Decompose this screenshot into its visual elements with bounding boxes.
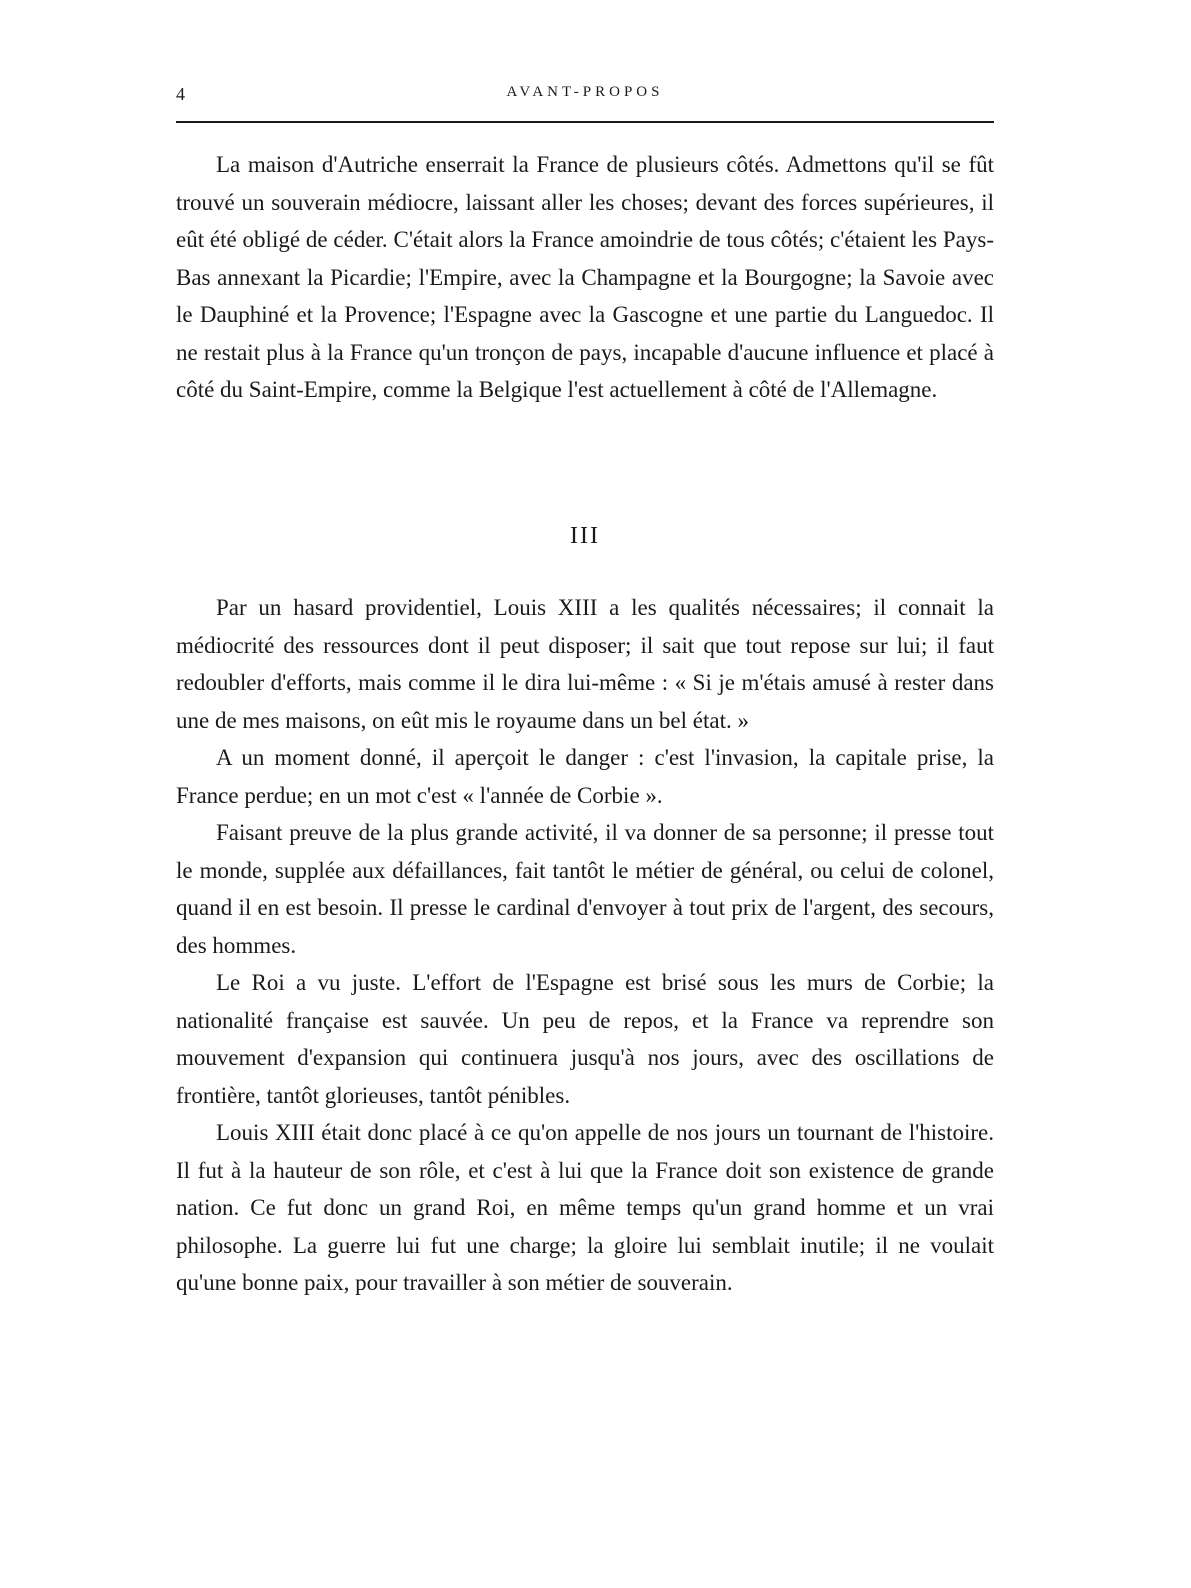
paragraph: Louis XIII était donc placé à ce qu'on appelle de nos jours un tournant de l'histoire. Il fut à la hauteur de son rôle, et c'est à lui que la France doit son existence de grande nation. Ce fut donc un grand Roi, en même temps qu'un grand homme et un vrai philosophe. La guerre lui fut une charge; la gloire lui semblait inutile; il ne voulait qu'une bonne paix, pour travailler à son métier de souverain. (176, 1120, 994, 1295)
paragraph: Le Roi a vu juste. L'effort de l'Espagne est brisé sous les murs de Corbie; la nationalité française est sauvée. Un peu de repos, et la France va reprendre son mouvement d'expansion qui continuera jusqu'à nos jours, avec des oscillations de frontière, tantôt glorieuses, tantôt pénibles. (176, 970, 994, 1108)
running-title: AVANT-PROPOS (506, 84, 664, 100)
section-heading: III (570, 523, 600, 549)
page-number: 4 (176, 84, 185, 104)
section-two-text (176, 589, 994, 1302)
section-one-text (176, 146, 994, 409)
paragraph: A un moment donné, il aperçoit le danger : c'est l'invasion, la capitale prise, la France perdue; en un mot c'est « l'année de Corbie ». (176, 745, 994, 808)
paragraph: Faisant preuve de la plus grande activité, il va donner de sa personne; il presse tout le monde, supplée aux défaillances, fait tantôt le métier de général, ou celui de colonel, quand il en est besoin. Il presse le cardinal d'envoyer à tout prix de l'argent, des secours, des hommes. (176, 820, 994, 958)
page-header (176, 82, 994, 112)
paragraph: La maison d'Autriche enserrait la France de plusieurs côtés. Admettons qu'il se fût trouvé un souverain médiocre, laissant aller les choses; devant des forces supérieures, il eût été obligé de céder. C'était alors la France amoindrie de tous côtés; c'étaient les Pays-Bas annexant la Picardie; l'Empire, avec la Champagne et la Bourgogne; la Savoie avec le Dauphiné et la Provence; l'Espagne avec la Gascogne et une partie du Languedoc. Il ne restait plus à la France qu'un tronçon de pays, incapable d'aucune influence et placé à côté du Saint-Empire, comme la Belgique l'est actuellement à côté de l'Allemagne. (176, 152, 994, 402)
header-rule (176, 121, 994, 123)
paragraph: Par un hasard providentiel, Louis XIII a les qualités nécessaires; il connait la médiocrité des ressources dont il peut disposer; il sait que tout repose sur lui; il faut redoubler d'efforts, mais comme il le dira lui-même : « Si je m'étais amusé à rester dans une de mes maisons, on eût mis le royaume dans un bel état. » (176, 595, 994, 733)
